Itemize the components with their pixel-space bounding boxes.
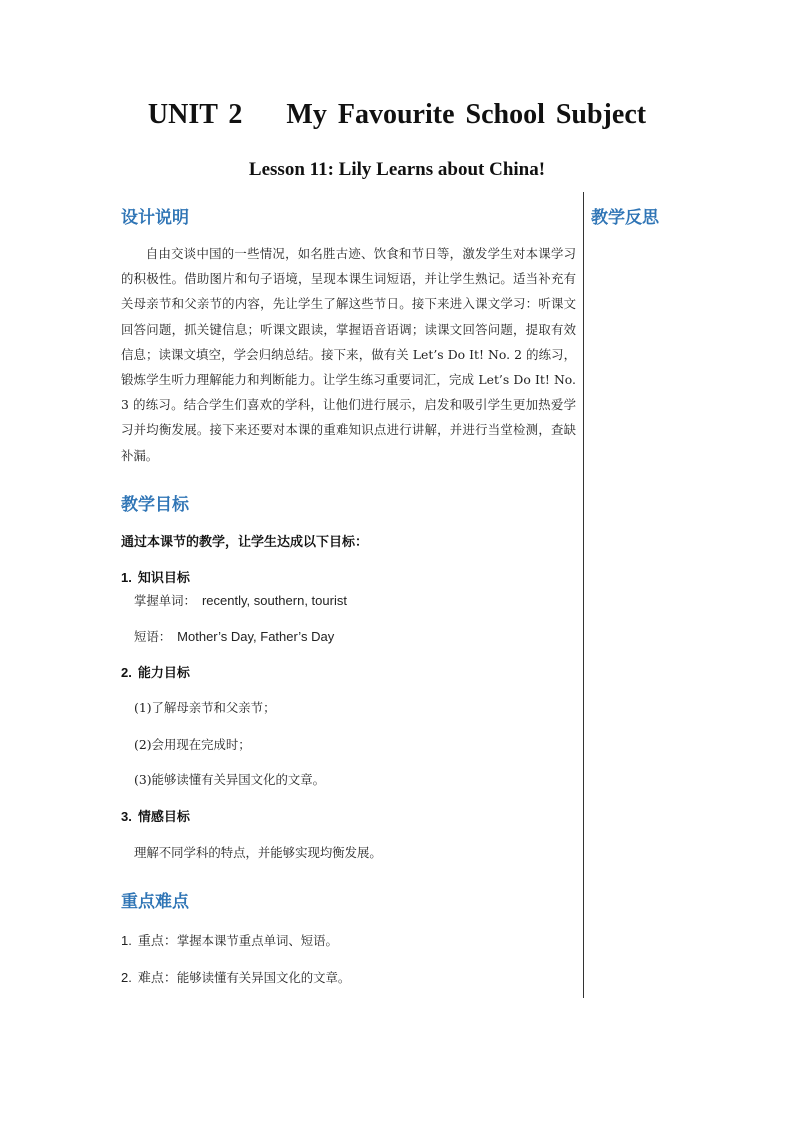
phrases-label: 短语： [134, 629, 172, 644]
focus-text: 掌握本课节重点单词、短语。 [176, 933, 338, 948]
lesson-title: Lesson 11: Lily Learns about China! [248, 159, 546, 180]
ability-goal-heading [121, 662, 190, 681]
ability-item: (1)了解母亲节和父亲节； [134, 700, 276, 715]
column-divider [583, 192, 584, 998]
emotion-goal-number: 3. [121, 809, 132, 824]
objectives-intro: 通过本课节的教学，让学生达成以下目标： [121, 535, 369, 550]
difficulty-text: 能够读懂有关异国文化的文章。 [176, 970, 351, 985]
emotion-goal-heading [121, 806, 190, 825]
emotion-goal-title: 情感目标 [137, 810, 190, 825]
words-line [134, 591, 347, 609]
ability-item: (3)能够读懂有关异国文化的文章。 [134, 772, 326, 787]
knowledge-goal-number: 1. [121, 570, 132, 585]
phrases-line [134, 627, 334, 645]
emotion-goal-text: 理解不同学科的特点，并能够实现均衡发展。 [134, 845, 382, 860]
focus-label: 重点： [137, 934, 177, 949]
knowledge-goal-title: 知识目标 [137, 571, 190, 586]
words-label: 掌握单词： [134, 593, 196, 608]
words-list: recently, southern, tourist [201, 593, 347, 608]
ability-goal-title: 能力目标 [137, 666, 190, 681]
ability-item: (2)会用现在完成时； [134, 737, 251, 752]
key-points-heading: 重点难点 [121, 892, 189, 912]
reflection-heading: 教学反思 [591, 208, 659, 228]
difficulty-label: 难点： [137, 971, 177, 986]
difficulty-number: 2. [121, 970, 132, 985]
design-paragraph: 自由交谈中国的一些情况，如名胜古迹、饮食和节日等，激发学生对本课学习的积极性。借助图片和句子语境，呈现本课生词短语，并让学生熟记。适当补充有关母亲节和父亲节的内容，先让学生了解这些节日。接下来进入课文学习：听课文回答问题，抓关键信息；听课文跟读，掌握语音语调；读课文回答问题，提取有效信息；读课文填空，学会归纳总结。接下来，做有关 Let’s Do It! No. 2 的练习，锻炼学生听力理解能力和判断能力。让学生练习重要词汇，完成 Let’s Do It! No. 3 的练习。结合学生们喜欢的学科，让他们进行展示，启发和吸引学生更加热爱学习并均衡发展。接下来还要对本课的重难知识点进行讲解，并进行当堂检测，查缺补漏。 [121, 246, 576, 463]
objectives-heading: 教学目标 [121, 495, 189, 515]
unit-title: UNIT 2 My Favourite School Subject [147, 99, 647, 130]
knowledge-goal-heading [121, 567, 190, 586]
difficulty-line [121, 967, 350, 986]
focus-line [121, 930, 338, 949]
design-heading: 设计说明 [121, 208, 189, 228]
ability-goal-number: 2. [121, 665, 132, 680]
focus-number: 1. [121, 933, 132, 948]
phrases-list: Mother’s Day, Father’s Day [177, 629, 335, 644]
